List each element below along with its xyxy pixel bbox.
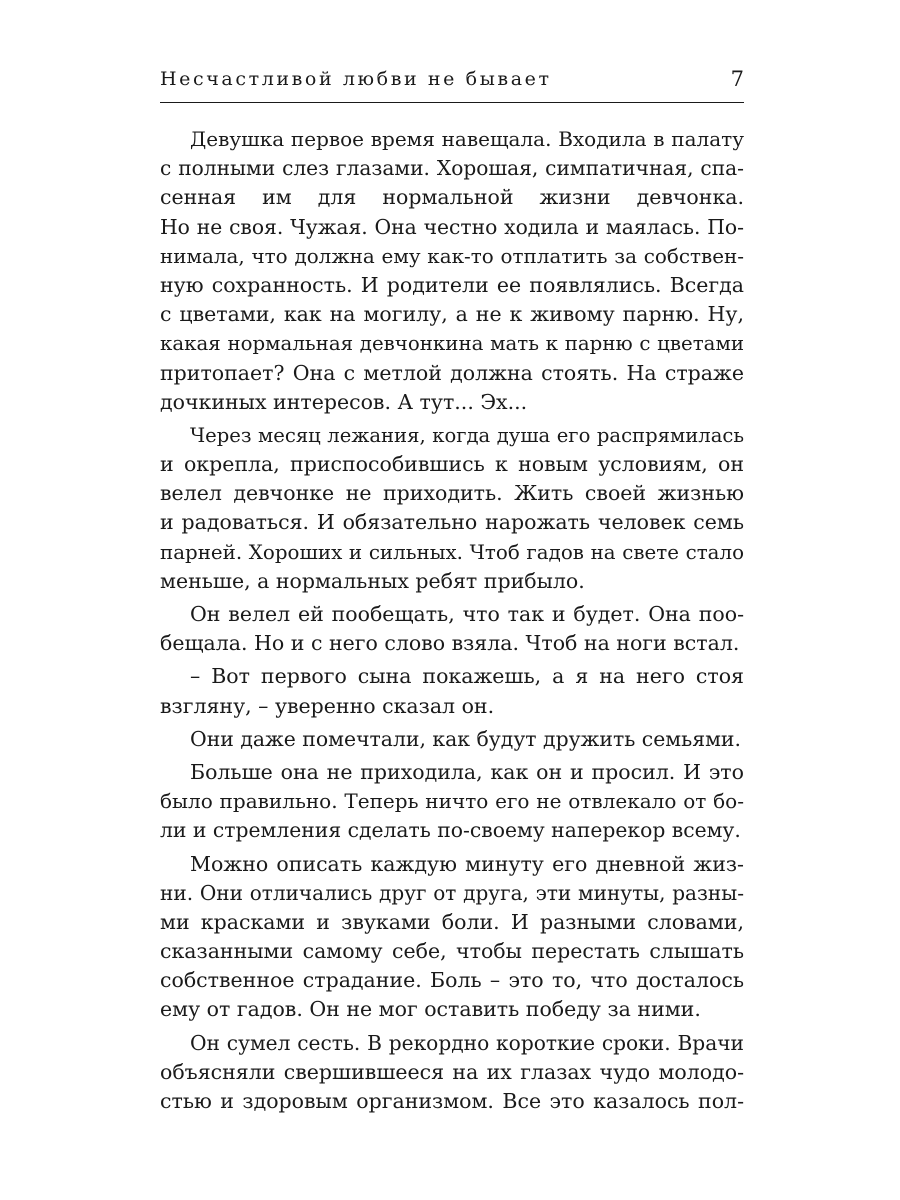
text-line: ему от гадов. Он не мог оставить победу за ними. [160,997,701,1022]
text-line: Больше она не приходила, как он и просил. И это [190,759,744,784]
text-line: с цветами, как на могилу, а не к живому парню. Ну, [160,302,744,327]
paragraph [160,758,744,846]
text-line: и радоваться. И обязательно нарожать человек семь [160,510,744,535]
paragraph [160,850,744,1025]
paragraph [160,1029,744,1117]
text-line: собственное страдание. Боль – это то, что досталось [160,968,744,993]
text-line: ни. Они отличались друг от друга, эти минуты, разны- [160,880,744,905]
running-head-title: Несчастливой любви не бывает [160,68,552,90]
page-number: 7 [730,67,744,91]
body-text [160,125,744,1116]
text-line: дочкиных интересов. А тут... Эх... [160,389,528,414]
text-line: с полными слез глазами. Хорошая, симпатичная, спа- [160,156,744,181]
text-line: объясняли свершившееся на их глазах чудо молодо- [160,1059,744,1084]
text-line: ли и стремления сделать по-своему наперекор всему. [160,818,741,843]
book-page [160,60,744,1160]
text-line: ную сохранность. И родители ее появлялись. Всегда [160,272,744,297]
text-line: Можно описать каждую минуту его дневной жиз- [190,851,744,876]
text-line: ми красками и звуками боли. И разными словами, [160,909,744,934]
paragraph [160,725,744,754]
paragraph [160,662,744,720]
text-line: – Вот первого сына покажешь, а я на него стоя [190,664,744,689]
text-line: сенная им для нормальной жизни девчонка. [160,185,744,210]
paragraph [160,421,744,596]
text-line: парней. Хороших и сильных. Чтоб гадов на свете стало [160,540,744,564]
text-line: взгляну, – уверенно сказал он. [160,693,495,718]
paragraph [160,600,744,658]
text-line: Он сумел сесть. В рекордно короткие сроки. Врачи [190,1030,744,1055]
text-line: было правильно. Теперь ничто его не отвлекало от бо- [160,789,744,814]
text-line: притопает? Она с метлой должна стоять. На страже [160,360,744,385]
text-line: Через месяц лежания, когда душа его распрямилась [190,423,744,447]
text-line: Они даже помечтали, как будут дружить семьями. [190,726,741,751]
text-line: Он велел ей пообещать, что так и будет. Она поо- [190,602,744,626]
running-head [160,60,744,103]
text-line: Девушка первое время навещала. Входила в палату [190,127,744,151]
text-line: Но не своя. Чужая. Она честно ходила и маялась. По- [160,214,744,239]
text-line: бещала. Но и с него слово взяла. Чтоб на ноги встал. [160,631,740,656]
paragraph [160,125,744,417]
text-line: стью и здоровым организмом. Все это казалось пол- [160,1089,744,1113]
text-line: нимала, что должна ему как-то отплатить за собствен- [160,244,744,268]
text-line: сказанными самому себе, чтобы перестать слышать [160,939,744,964]
text-line: меньше, а нормальных ребят прибыло. [160,568,585,593]
text-line: какая нормальная девчонкина мать к парню с цветами [160,332,744,356]
text-line: велел девчонке не приходить. Жить своей жизнью [160,481,744,506]
text-line: и окрепла, приспособившись к новым условиям, он [160,452,744,477]
